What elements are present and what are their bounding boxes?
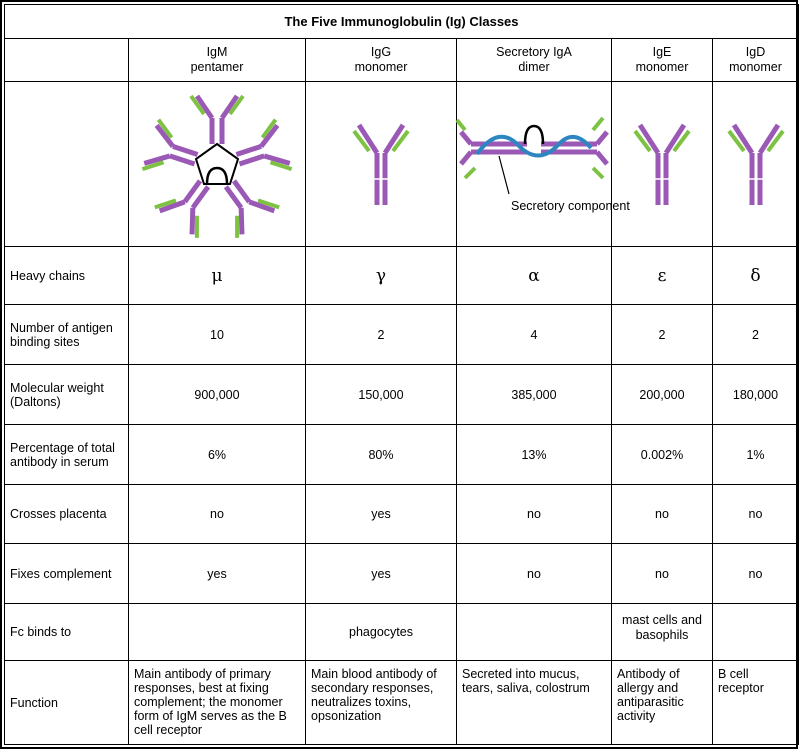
molecular-weight-row — [5, 365, 799, 425]
row-label: Fc binds to — [5, 604, 129, 661]
cell: 900,000 — [129, 365, 306, 425]
cell: 2 — [306, 305, 457, 365]
row-label: Heavy chains — [5, 247, 129, 305]
iga-dimer-diagram — [457, 82, 630, 247]
cell: Antibody of allergy and antiparasitic activity — [612, 661, 713, 745]
header-iga: Secretory IgA dimer — [457, 39, 612, 82]
cell — [713, 604, 799, 661]
structure-label-cell — [5, 82, 129, 247]
cell: 1% — [713, 425, 799, 485]
igd-monomer-diagram — [713, 82, 799, 247]
ig-classes-table — [4, 4, 799, 745]
cell: no — [129, 485, 306, 544]
cell: 2 — [713, 305, 799, 365]
cell: 13% — [457, 425, 612, 485]
cell — [457, 604, 612, 661]
cell: 10 — [129, 305, 306, 365]
igg-monomer-diagram — [306, 82, 457, 247]
cell: no — [713, 544, 799, 604]
secretory-component-label: Secretory component — [511, 199, 630, 213]
cell: no — [713, 485, 799, 544]
row-label: Molecular weight (Daltons) — [5, 365, 129, 425]
fc-binds-row — [5, 604, 799, 661]
cell: Main antibody of primary responses, best at fixing complement; the monomer form of IgM serves as the B cell receptor — [129, 661, 306, 745]
placenta-row — [5, 485, 799, 544]
row-label: Crosses placenta — [5, 485, 129, 544]
header-igg: IgG monomer — [306, 39, 457, 82]
cell: 150,000 — [306, 365, 457, 425]
cell: δ — [713, 247, 799, 305]
cell: 80% — [306, 425, 457, 485]
cell: yes — [306, 544, 457, 604]
cell: no — [612, 485, 713, 544]
cell: 180,000 — [713, 365, 799, 425]
cell: μ — [129, 247, 306, 305]
cell: mast cells and basophils — [612, 604, 713, 661]
structure-row — [5, 82, 799, 247]
cell: 6% — [129, 425, 306, 485]
cell: no — [457, 544, 612, 604]
cell: no — [612, 544, 713, 604]
cell: yes — [129, 544, 306, 604]
cell: phagocytes — [306, 604, 457, 661]
igm-pentamer-diagram — [129, 82, 306, 247]
row-label: Number of antigen binding sites — [5, 305, 129, 365]
cell: 385,000 — [457, 365, 612, 425]
ige-monomer-diagram — [612, 82, 713, 247]
cell: 2 — [612, 305, 713, 365]
cell — [129, 604, 306, 661]
corner-cell — [5, 39, 129, 82]
header-igd: IgD monomer — [713, 39, 799, 82]
binding-sites-row — [5, 305, 799, 365]
cell: Secreted into mucus, tears, saliva, colostrum — [457, 661, 612, 745]
function-row — [5, 661, 799, 745]
cell: yes — [306, 485, 457, 544]
cell: γ — [306, 247, 457, 305]
cell: 4 — [457, 305, 612, 365]
table-title: The Five Immunoglobulin (Ig) Classes — [5, 5, 799, 39]
cell: 200,000 — [612, 365, 713, 425]
cell: ε — [612, 247, 713, 305]
percentage-row — [5, 425, 799, 485]
row-label: Fixes complement — [5, 544, 129, 604]
class-header-row — [5, 39, 799, 82]
cell: B cell receptor — [713, 661, 799, 745]
cell: Main blood antibody of secondary responses, neutralizes toxins, opsonization — [306, 661, 457, 745]
cell: α — [457, 247, 612, 305]
cell: 0.002% — [612, 425, 713, 485]
header-ige: IgE monomer — [612, 39, 713, 82]
cell: no — [457, 485, 612, 544]
heavy-chains-row — [5, 247, 799, 305]
row-label: Function — [5, 661, 129, 745]
row-label: Percentage of total antibody in serum — [5, 425, 129, 485]
header-igm: IgM pentamer — [129, 39, 306, 82]
complement-row — [5, 544, 799, 604]
